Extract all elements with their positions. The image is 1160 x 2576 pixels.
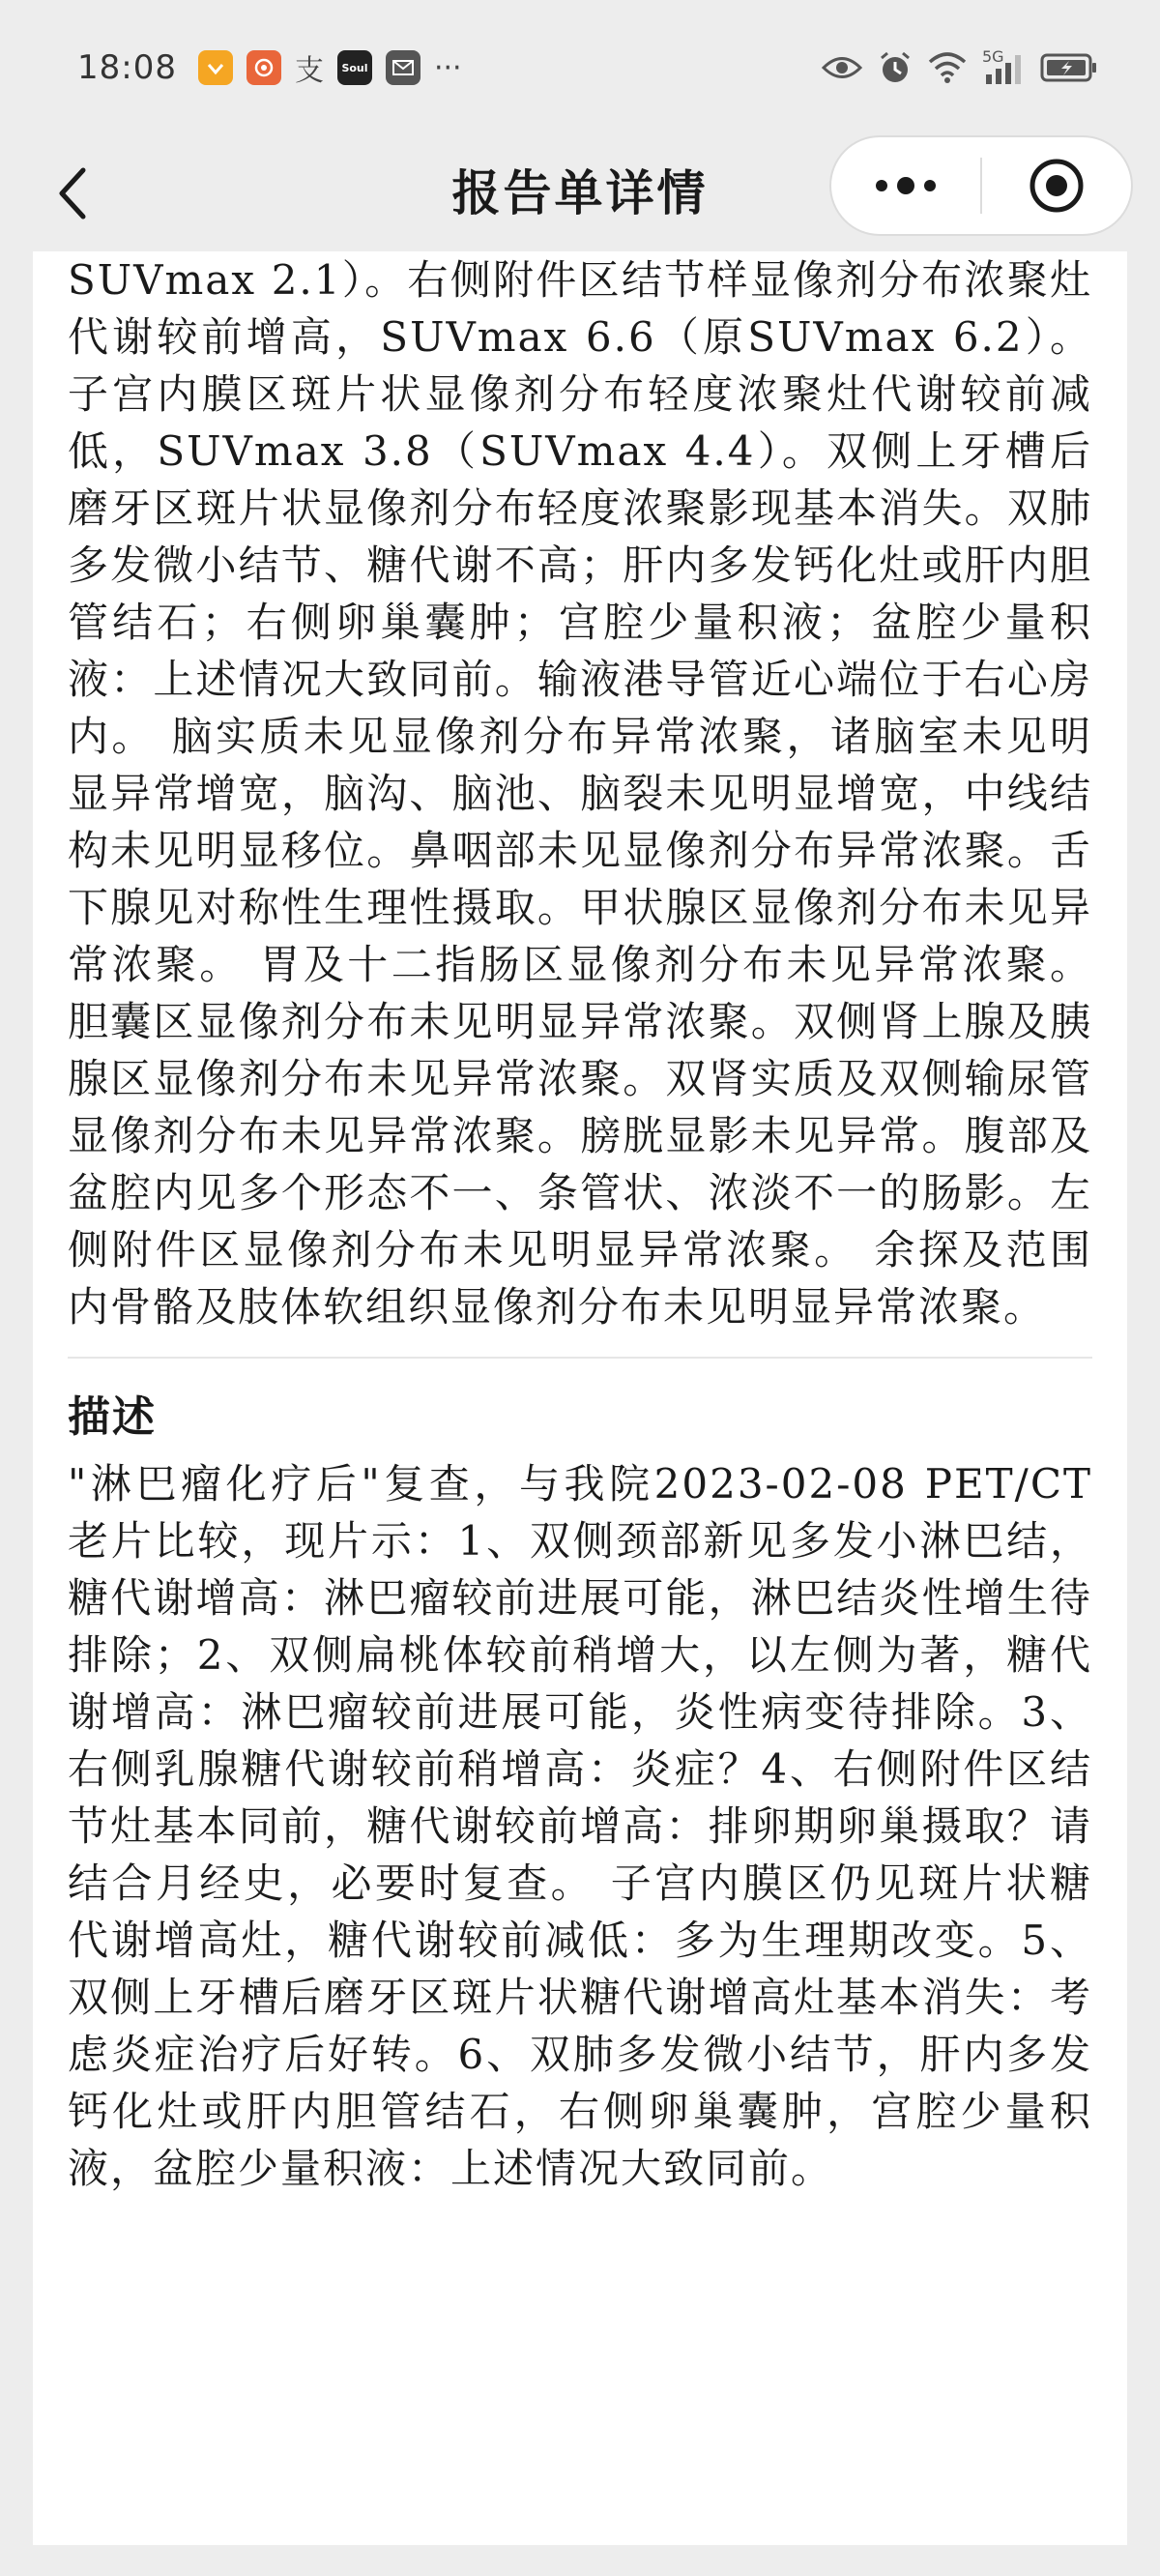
bottom-strip <box>0 2545 1160 2576</box>
section-divider <box>68 1357 1092 1359</box>
chevron-left-icon <box>56 166 91 220</box>
nav-bar <box>0 135 1160 251</box>
status-time: 18:08 <box>77 48 177 87</box>
soul-app-icon: Soul <box>337 50 372 85</box>
page-title: 报告单详情 <box>451 164 709 221</box>
more-dots-icon <box>872 176 940 195</box>
status-bar <box>0 0 1160 135</box>
alarm-icon <box>878 50 913 85</box>
cellular-signal-icon <box>982 47 1025 84</box>
network-type-label: 5G <box>982 47 1004 66</box>
photo-app-icon <box>246 50 281 85</box>
status-left <box>77 46 462 89</box>
description-heading: 描述 <box>68 1392 157 1442</box>
alipay-app-icon: 支 <box>294 54 324 88</box>
target-close-icon <box>1028 157 1086 215</box>
close-mini-program-button[interactable] <box>982 137 1131 234</box>
description-text: "淋巴瘤化疗后"复查，与我院2023-02-08 PET/CT老片比较，现片示：1、双侧颈部新见多发小淋巴结，糖代谢增高：淋巴瘤较前进展可能，淋巴结炎性增生待排除；2、双侧扁桃体较前稍增大，以左侧为著，糖代谢增高：淋巴瘤较前进展可能，炎性病变待排除。3、右侧乳腺糖代谢较前稍增高：炎症？4、右侧附件区结节灶基本同前，糖代谢较前增高：排卵期卵巢摄取？请结合月经史，必要时复查。 子宫内膜区仍见斑片状糖代谢增高灶，糖代谢较前减低：多为生理期改变。5、双侧上牙槽后磨牙区斑片状糖代谢增高灶基本消失：考虑炎症治疗后好转。6、双肺多发微小结节，肝内多发钙化灶或肝内胆管结石，右侧卵巢囊肿，宫腔少量积液，盆腔少量积液：上述情况大致同前。 <box>68 1460 1092 2192</box>
back-button[interactable] <box>43 162 104 224</box>
more-menu-button[interactable] <box>831 137 980 234</box>
more-notifications-icon: ··· <box>433 50 462 85</box>
report-content-card <box>33 251 1127 2545</box>
status-right <box>822 47 1098 85</box>
mail-app-icon <box>386 50 420 85</box>
battery-icon <box>1040 52 1098 83</box>
findings-text: SUVmax 2.1）。右侧附件区结节样显像剂分布浓聚灶代谢较前增高，SUVmax 6.6（原SUVmax 6.2）。子宫内膜区斑片状显像剂分布轻度浓聚灶代谢较前减低，SUVmax 3.8（SUVmax 4.4）。双侧上牙槽后磨牙区斑片状显像剂分布轻度浓聚影现基本消失。双肺多发微小结节、糖代谢不高；肝内多发钙化灶或肝内胆管结石；右侧卵巢囊肿；宫腔少量积液；盆腔少量积液：上述情况大致同前。输液港导管近心端位于右心房内。 脑实质未见显像剂分布异常浓聚，诸脑室未见明显异常增宽，脑沟、脑池、脑裂未见明显增宽，中线结构未见明显移位。鼻咽部未见显像剂分布异常浓聚。舌下腺见对称性生理性摄取。甲状腺区显像剂分布未见异常浓聚。 胃及十二指肠区显像剂分布未见异常浓聚。胆囊区显像剂分布未见明显异常浓聚。双侧肾上腺及胰腺区显像剂分布未见异常浓聚。双肾实质及双侧输尿管显像剂分布未见异常浓聚。膀胱显影未见异常。腹部及盆腔内见多个形态不一、条管状、浓淡不一的肠影。左侧附件区显像剂分布未见明显异常浓聚。 余探及范围内骨骼及肢体软组织显像剂分布未见明显异常浓聚。 <box>68 256 1092 1331</box>
wifi-icon <box>928 52 967 83</box>
taobao-app-icon <box>198 50 233 85</box>
mini-program-capsule <box>829 135 1133 236</box>
eye-icon <box>822 53 862 82</box>
